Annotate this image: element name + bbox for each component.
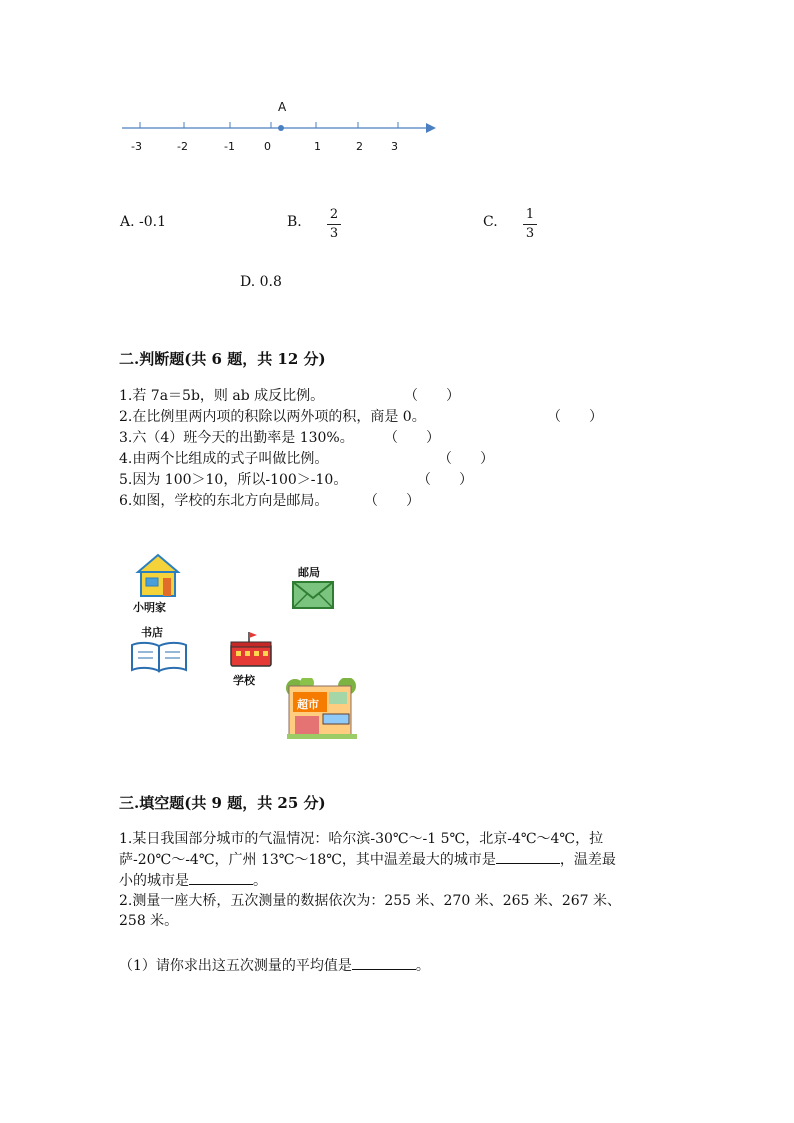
question-text: 3.六（4）班今天的出勤率是 130%。 — [119, 430, 354, 446]
answer-bracket[interactable]: （ ） — [547, 409, 603, 425]
answer-blank[interactable] — [352, 955, 416, 970]
question-text: 。 — [253, 873, 267, 889]
number-line — [118, 96, 448, 156]
map-illustration — [125, 548, 375, 748]
tick-label: 3 — [391, 140, 398, 153]
fraction-bar — [327, 224, 341, 225]
tick-label: 2 — [356, 140, 363, 153]
fill-blank-question-1 — [119, 829, 699, 931]
option-a: A. -0.1 — [120, 214, 167, 230]
sub-question-1 — [119, 955, 430, 976]
list-item — [119, 428, 719, 449]
list-item — [119, 407, 719, 428]
answer-bracket[interactable]: （ ） — [364, 493, 420, 509]
school-icon — [227, 630, 275, 670]
question-line: 2.测量一座大桥，五次测量的数据依次为：255 米、270 米、265 米、267 米、 — [119, 893, 622, 909]
list-item — [119, 386, 719, 407]
question-line — [119, 870, 699, 891]
tick-label: -2 — [177, 140, 188, 153]
house-icon — [135, 552, 181, 598]
home-label: 小明家 — [133, 601, 166, 614]
question-text: 小的城市是 — [119, 873, 189, 889]
question-text: 5.因为 100＞10，所以-100＞-10。 — [119, 472, 348, 488]
post-office-label: 邮局 — [298, 566, 320, 579]
list-item — [119, 470, 719, 491]
question-line — [119, 849, 699, 870]
option-c-prefix: C. — [483, 214, 498, 230]
question-line: 1.某日我国部分城市的气温情况：哈尔滨-30℃～-1 5℃，北京-4℃～4℃，拉 — [119, 831, 604, 847]
fraction-numerator: 2 — [329, 207, 339, 222]
supermarket-label: 超市 — [297, 698, 319, 711]
answer-bracket[interactable]: （ ） — [438, 451, 494, 467]
question-text: 萨-20℃～-4℃，广州 13℃～18℃，其中温差最大的城市是 — [119, 852, 496, 868]
section-2-title: 二.判断题(共 6 题，共 12 分) — [119, 350, 326, 368]
question-text: ，温差最 — [559, 852, 616, 868]
judgement-list — [119, 386, 719, 512]
tick-label: 0 — [264, 140, 271, 153]
option-c-fraction — [523, 208, 537, 241]
fraction-bar — [523, 224, 537, 225]
book-icon — [129, 638, 189, 674]
question-text: （1）请你求出这五次测量的平均值是 — [119, 958, 352, 974]
answer-blank[interactable] — [496, 849, 560, 864]
bookstore-label: 书店 — [141, 626, 163, 639]
option-d: D. 0.8 — [240, 274, 282, 290]
option-b-prefix: B. — [287, 214, 302, 230]
answer-bracket[interactable]: （ ） — [404, 388, 460, 404]
school-label: 学校 — [233, 674, 255, 687]
section-3-title: 三.填空题(共 9 题，共 25 分) — [119, 794, 326, 812]
question-text: 6.如图，学校的东北方向是邮局。 — [119, 493, 329, 509]
question-text: 1.若 7a＝5b，则 ab 成反比例。 — [119, 388, 325, 404]
envelope-icon — [291, 580, 335, 610]
question-text: 。 — [415, 958, 430, 974]
point-a-label: A — [278, 100, 287, 114]
fraction-denominator: 3 — [525, 226, 535, 241]
fraction-numerator: 1 — [525, 207, 535, 222]
fraction-denominator: 3 — [329, 226, 339, 241]
question-text: 4.由两个比组成的式子叫做比例。 — [119, 451, 329, 467]
answer-blank[interactable] — [189, 870, 253, 885]
option-b-fraction — [327, 208, 341, 241]
tick-label: 1 — [314, 140, 321, 153]
answer-bracket[interactable]: （ ） — [384, 430, 440, 446]
question-line: 258 米。 — [119, 913, 179, 929]
list-item — [119, 491, 719, 512]
tick-label: -3 — [131, 140, 142, 153]
tick-label: -1 — [224, 140, 235, 153]
answer-bracket[interactable]: （ ） — [417, 472, 473, 488]
list-item — [119, 449, 719, 470]
question-text: 2.在比例里两内项的积除以两外项的积，商是 0。 — [119, 409, 426, 425]
